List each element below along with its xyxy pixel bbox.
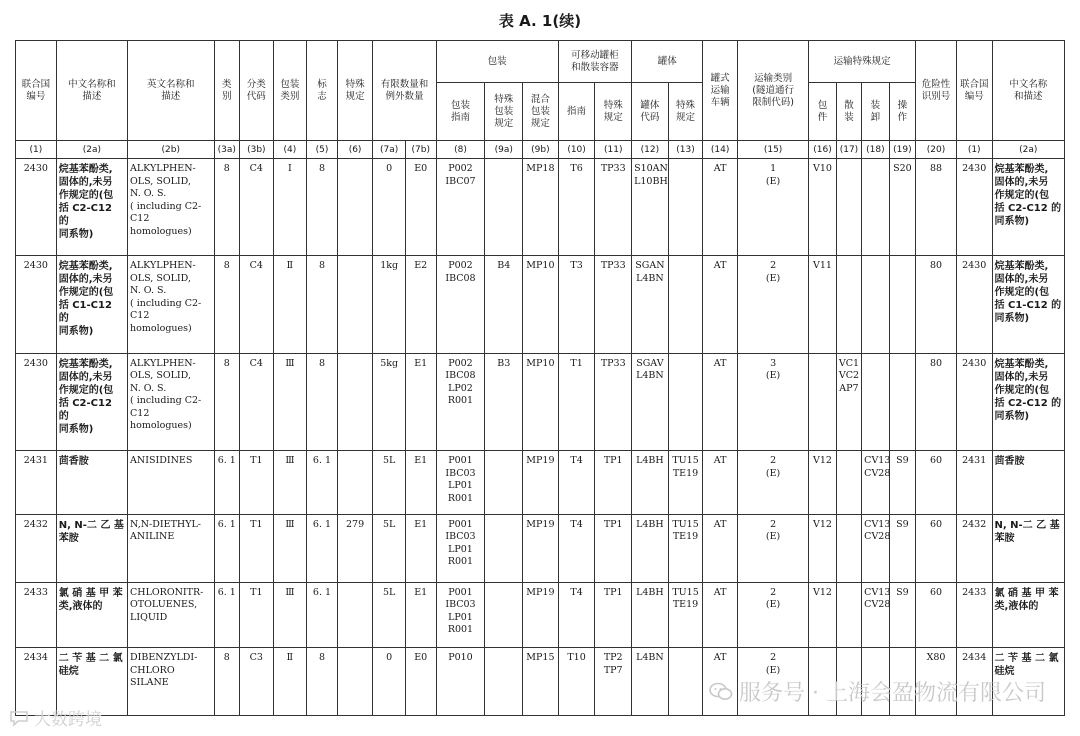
table-row [16, 582, 1065, 648]
cell-labels: 8 [307, 648, 338, 716]
cell-tank-instructions: T4 [558, 514, 595, 582]
cell-tank-vehicle: AT [703, 451, 738, 515]
cell-limited-qty: 0 [373, 648, 406, 716]
cell-class: 8 [214, 256, 239, 353]
cell-labels: 8 [307, 353, 338, 450]
table-row [16, 353, 1065, 450]
cell-labels: 6. 1 [307, 514, 338, 582]
cell-tank-special-prov: TP1 [595, 514, 632, 582]
cell-special-provisions [337, 256, 373, 353]
cell-bulk [836, 582, 861, 648]
cell-tank-special-prov: TP1 [595, 582, 632, 648]
col-bulk: 散 装 [836, 83, 861, 141]
cell-class-code: C4 [240, 256, 274, 353]
cell-mixed-packing: MP18 [523, 159, 559, 256]
cell-hazard-id: 60 [916, 582, 957, 648]
cell-un-number-repeat: 2433 [956, 582, 992, 648]
wechat-icon [709, 682, 733, 702]
column-number: (7b) [405, 141, 436, 159]
cell-labels: 8 [307, 159, 338, 256]
cell-tank-special-prov: TP33 [595, 159, 632, 256]
cell-tank-vehicle: AT [703, 648, 738, 716]
cell-operation [889, 353, 915, 450]
cell-packing-instructions: P001 IBC03 LP01 R001 [436, 451, 485, 515]
cell-packing-group: I [273, 159, 307, 256]
cell-bulk [836, 451, 861, 515]
cell-limited-qty: 0 [373, 159, 406, 256]
cell-mixed-packing: MP19 [523, 514, 559, 582]
cell-un-number-repeat: 2430 [956, 256, 992, 353]
col-class-code: 分类 代码 [240, 41, 274, 141]
cell-tank-code: L4BH [632, 582, 669, 648]
cell-tank-instructions: T1 [558, 353, 595, 450]
cell-excepted-qty: E1 [405, 582, 436, 648]
cell-tank-code: S10AN L10BH [632, 159, 669, 256]
cell-special-provisions [337, 159, 373, 256]
cell-tank-special [668, 648, 703, 716]
cell-name-en: DIBENZYLDI- CHLORO SILANE [128, 648, 215, 716]
table-row [16, 159, 1065, 256]
col-group-tank: 罐体 [632, 41, 703, 83]
cell-class-code: T1 [240, 514, 274, 582]
cell-name-zh-repeat: N, N-二 乙 基 苯胺 [992, 514, 1064, 582]
cell-packing-group: Ⅲ [273, 353, 307, 450]
cell-class: 6. 1 [214, 451, 239, 515]
cell-transport-category: 2 (E) [737, 582, 808, 648]
cell-tank-special-prov: TP1 [595, 451, 632, 515]
cell-package: V12 [809, 514, 836, 582]
cell-name-zh: 二 苄 基 二 氯 硅烷 [56, 648, 127, 716]
col-operation: 操 作 [889, 83, 915, 141]
cell-name-zh: 烷基苯酚类, 固体的,未另 作规定的(包 括 C1-C12 的 同系物) [56, 256, 127, 353]
cell-transport-category: 2 (E) [737, 514, 808, 582]
cell-tank-instructions: T3 [558, 256, 595, 353]
cell-name-en: ALKYLPHEN- OLS, SOLID, N. O. S. ( including C2- C12 homologues) [128, 353, 215, 450]
cell-special-provisions [337, 582, 373, 648]
col-packing-instructions: 包装 指南 [436, 83, 485, 141]
col-tank-instructions: 指南 [558, 83, 595, 141]
cell-mixed-packing: MP15 [523, 648, 559, 716]
cell-limited-qty: 5L [373, 582, 406, 648]
cell-special-packing [485, 451, 523, 515]
table-row [16, 514, 1065, 582]
column-number: (4) [273, 141, 307, 159]
cell-un-number-repeat: 2430 [956, 353, 992, 450]
cell-class: 8 [214, 648, 239, 716]
table-row [16, 256, 1065, 353]
cell-special-packing [485, 514, 523, 582]
column-number: (10) [558, 141, 595, 159]
cell-tank-special: TU15 TE19 [668, 514, 703, 582]
cell-tank-code: L4BN [632, 648, 669, 716]
cell-un-number: 2430 [16, 159, 57, 256]
cell-name-zh: 茴香胺 [56, 451, 127, 515]
cell-special-packing [485, 159, 523, 256]
cell-package [809, 353, 836, 450]
column-number: (8) [436, 141, 485, 159]
column-number: (15) [737, 141, 808, 159]
cell-operation: S9 [889, 514, 915, 582]
cell-packing-group: Ⅱ [273, 256, 307, 353]
cell-operation [889, 256, 915, 353]
col-hazard-id: 危险性 识别号 [916, 41, 957, 141]
cell-tank-vehicle: AT [703, 256, 738, 353]
cell-special-provisions: 279 [337, 514, 373, 582]
cell-tank-vehicle: AT [703, 514, 738, 582]
cell-class: 8 [214, 353, 239, 450]
col-loading: 装 卸 [862, 83, 889, 141]
col-class: 类 别 [214, 41, 239, 141]
cell-tank-special: TU15 TE19 [668, 582, 703, 648]
cell-packing-group: Ⅱ [273, 648, 307, 716]
cell-excepted-qty: E0 [405, 648, 436, 716]
cell-special-provisions [337, 353, 373, 450]
cell-transport-category: 1 (E) [737, 159, 808, 256]
cell-transport-category: 3 (E) [737, 353, 808, 450]
cell-un-number: 2432 [16, 514, 57, 582]
column-number: (1) [956, 141, 992, 159]
cell-labels: 8 [307, 256, 338, 353]
cell-hazard-id: 88 [916, 159, 957, 256]
cell-tank-vehicle: AT [703, 582, 738, 648]
col-name-zh-repeat: 中文名称 和描述 [992, 41, 1064, 141]
cell-class: 6. 1 [214, 582, 239, 648]
cell-labels: 6. 1 [307, 451, 338, 515]
cell-tank-special: TU15 TE19 [668, 451, 703, 515]
cell-excepted-qty: E2 [405, 256, 436, 353]
cell-bulk: VC1 VC2 AP7 [836, 353, 861, 450]
cell-class: 6. 1 [214, 514, 239, 582]
cell-limited-qty: 5L [373, 514, 406, 582]
cell-bulk [836, 256, 861, 353]
cell-un-number-repeat: 2432 [956, 514, 992, 582]
cell-mixed-packing: MP10 [523, 353, 559, 450]
cell-name-zh-repeat: 烷基苯酚类, 固体的,未另 作规定的(包 括 C1-C12 的 同系物) [992, 256, 1064, 353]
cell-class-code: C4 [240, 159, 274, 256]
cell-name-zh-repeat: 二 苄 基 二 氯 硅烷 [992, 648, 1064, 716]
column-number: (20) [916, 141, 957, 159]
col-name-zh: 中文名称和 描述 [56, 41, 127, 141]
column-number: (1) [16, 141, 57, 159]
cell-name-en: ALKYLPHEN- OLS, SOLID, N. O. S. ( including C2- C12 homologues) [128, 256, 215, 353]
column-number: (17) [836, 141, 861, 159]
watermark [709, 676, 1046, 707]
cell-name-zh: 烷基苯酚类, 固体的,未另 作规定的(包 括 C2-C12 的 同系物) [56, 353, 127, 450]
column-number: (7a) [373, 141, 406, 159]
cell-limited-qty: 5kg [373, 353, 406, 450]
column-number: (9b) [523, 141, 559, 159]
cell-hazard-id: 80 [916, 256, 957, 353]
cell-operation: S9 [889, 451, 915, 515]
cell-bulk [836, 159, 861, 256]
cell-tank-instructions: T4 [558, 582, 595, 648]
cell-hazard-id: 60 [916, 451, 957, 515]
cell-name-en: ALKYLPHEN- OLS, SOLID, N. O. S. ( including C2- C12 homologues) [128, 159, 215, 256]
col-special-provisions: 特殊 规定 [337, 41, 373, 141]
cell-transport-category: 2 (E) [737, 256, 808, 353]
cell-limited-qty: 1kg [373, 256, 406, 353]
cell-tank-vehicle: AT [703, 159, 738, 256]
cell-excepted-qty: E1 [405, 514, 436, 582]
cell-packing-group: Ⅲ [273, 514, 307, 582]
cell-name-zh-repeat: 茴香胺 [992, 451, 1064, 515]
cell-hazard-id: X80 [916, 648, 957, 716]
cell-special-provisions [337, 451, 373, 515]
column-number: (3a) [214, 141, 239, 159]
cell-package: V12 [809, 582, 836, 648]
col-group-packaging: 包装 [436, 41, 558, 83]
cell-transport-category: 2 (E) [737, 648, 808, 716]
col-packing-group: 包装 类别 [273, 41, 307, 141]
cell-special-packing [485, 582, 523, 648]
col-tank-vehicle: 罐式 运输 车辆 [703, 41, 738, 141]
column-number: (12) [632, 141, 669, 159]
table-title: 表 A. 1(续) [498, 12, 582, 30]
cell-loading [862, 353, 889, 450]
cell-limited-qty: 5L [373, 451, 406, 515]
cell-name-en: N,N-DIETHYL- ANILINE [128, 514, 215, 582]
cell-name-zh-repeat: 氯 硝 基 甲 苯 类,液体的 [992, 582, 1064, 648]
column-number: (5) [307, 141, 338, 159]
column-number: (18) [862, 141, 889, 159]
col-limited-quantities: 有限数量和 例外数量 [373, 41, 436, 141]
cell-name-en: CHLORONITR- OTOLUENES, LIQUID [128, 582, 215, 648]
cell-tank-special-prov: TP33 [595, 256, 632, 353]
col-tank-special: 特殊 规定 [668, 83, 703, 141]
cell-loading: CV13 CV28 [862, 582, 889, 648]
cell-tank-code: L4BH [632, 451, 669, 515]
cell-excepted-qty: E0 [405, 159, 436, 256]
column-number: (3b) [240, 141, 274, 159]
cell-name-zh: 氯 硝 基 甲 苯 类,液体的 [56, 582, 127, 648]
cell-tank-instructions: T4 [558, 451, 595, 515]
cell-mixed-packing: MP19 [523, 582, 559, 648]
cell-tank-instructions: T6 [558, 159, 595, 256]
col-special-packing: 特殊 包装 规定 [485, 83, 523, 141]
col-un-number: 联合国 编号 [16, 41, 57, 141]
column-number: (16) [809, 141, 836, 159]
column-number: (9a) [485, 141, 523, 159]
cell-special-provisions [337, 648, 373, 716]
chat-bubble-icon [8, 709, 30, 727]
cell-tank-instructions: T10 [558, 648, 595, 716]
cell-operation: S20 [889, 159, 915, 256]
table-row [16, 451, 1065, 515]
cell-mixed-packing: MP10 [523, 256, 559, 353]
cell-tank-special [668, 159, 703, 256]
cell-special-packing: B4 [485, 256, 523, 353]
cell-package: V10 [809, 159, 836, 256]
cell-tank-special-prov: TP33 [595, 353, 632, 450]
cell-tank-vehicle: AT [703, 353, 738, 450]
corner-mark [8, 705, 102, 730]
column-number: (11) [595, 141, 632, 159]
table-body [16, 159, 1065, 716]
cell-un-number: 2434 [16, 648, 57, 716]
column-number: (6) [337, 141, 373, 159]
cell-packing-instructions: P002 IBC08 [436, 256, 485, 353]
cell-packing-instructions: P001 IBC03 LP01 R001 [436, 514, 485, 582]
cell-packing-group: Ⅲ [273, 451, 307, 515]
col-name-en: 英文名称和 描述 [128, 41, 215, 141]
cell-class-code: T1 [240, 451, 274, 515]
cell-tank-special-prov: TP2 TP7 [595, 648, 632, 716]
col-un-number-repeat: 联合国 编号 [956, 41, 992, 141]
cell-name-zh: 烷基苯酚类, 固体的,未另 作规定的(包 括 C2-C12 的 同系物) [56, 159, 127, 256]
cell-hazard-id: 60 [916, 514, 957, 582]
col-tank-special-prov: 特殊 规定 [595, 83, 632, 141]
cell-package: V12 [809, 451, 836, 515]
column-number: (2b) [128, 141, 215, 159]
column-number: (13) [668, 141, 703, 159]
cell-packing-instructions: P002 IBC07 [436, 159, 485, 256]
dangerous-goods-table [15, 40, 1065, 716]
cell-tank-code: SGAV L4BN [632, 353, 669, 450]
cell-bulk [836, 514, 861, 582]
cell-loading [862, 159, 889, 256]
cell-tank-code: SGAN L4BN [632, 256, 669, 353]
cell-special-packing: B3 [485, 353, 523, 450]
cell-un-number: 2433 [16, 582, 57, 648]
cell-name-zh-repeat: 烷基苯酚类, 固体的,未另 作规定的(包 括 C2-C12 的 同系物) [992, 159, 1064, 256]
col-tank-code: 罐体 代码 [632, 83, 669, 141]
cell-excepted-qty: E1 [405, 353, 436, 450]
column-number-row [16, 141, 1065, 159]
cell-loading: CV13 CV28 [862, 514, 889, 582]
cell-un-number: 2431 [16, 451, 57, 515]
cell-operation: S9 [889, 582, 915, 648]
cell-special-packing [485, 648, 523, 716]
cell-un-number-repeat: 2430 [956, 159, 992, 256]
cell-un-number: 2430 [16, 353, 57, 450]
col-group-special-transport: 运输特殊规定 [809, 41, 916, 83]
col-group-portable-tanks: 可移动罐柜 和散装容器 [558, 41, 631, 83]
cell-excepted-qty: E1 [405, 451, 436, 515]
cell-tank-special [668, 256, 703, 353]
column-number: (14) [703, 141, 738, 159]
cell-package: V11 [809, 256, 836, 353]
cell-name-en: ANISIDINES [128, 451, 215, 515]
cell-name-zh: N, N-二 乙 基 苯胺 [56, 514, 127, 582]
cell-un-number: 2430 [16, 256, 57, 353]
corner-mark-text: 大数跨境 [34, 710, 102, 730]
cell-tank-code: L4BH [632, 514, 669, 582]
cell-un-number-repeat: 2434 [956, 648, 992, 716]
watermark-text: 服务号 · 上海会盈物流有限公司 [739, 681, 1046, 706]
cell-class-code: T1 [240, 582, 274, 648]
column-number: (19) [889, 141, 915, 159]
cell-class: 8 [214, 159, 239, 256]
cell-class-code: C3 [240, 648, 274, 716]
column-number: (2a) [56, 141, 127, 159]
col-labels: 标 志 [307, 41, 338, 141]
cell-hazard-id: 80 [916, 353, 957, 450]
cell-labels: 6. 1 [307, 582, 338, 648]
cell-loading [862, 256, 889, 353]
cell-loading: CV13 CV28 [862, 451, 889, 515]
cell-transport-category: 2 (E) [737, 451, 808, 515]
col-package: 包 件 [809, 83, 836, 141]
col-mixed-packing: 混合 包装 规定 [523, 83, 559, 141]
cell-name-zh-repeat: 烷基苯酚类, 固体的,未另 作规定的(包 括 C2-C12 的 同系物) [992, 353, 1064, 450]
cell-packing-instructions: P002 IBC08 LP02 R001 [436, 353, 485, 450]
col-transport-category: 运输类别 (隧道通行 限制代码) [737, 41, 808, 141]
cell-packing-group: Ⅲ [273, 582, 307, 648]
cell-tank-special [668, 353, 703, 450]
cell-un-number-repeat: 2431 [956, 451, 992, 515]
cell-class-code: C4 [240, 353, 274, 450]
column-number: (2a) [992, 141, 1064, 159]
table-header [16, 41, 1065, 159]
cell-packing-instructions: P001 IBC03 LP01 R001 [436, 582, 485, 648]
cell-packing-instructions: P010 [436, 648, 485, 716]
cell-mixed-packing: MP19 [523, 451, 559, 515]
